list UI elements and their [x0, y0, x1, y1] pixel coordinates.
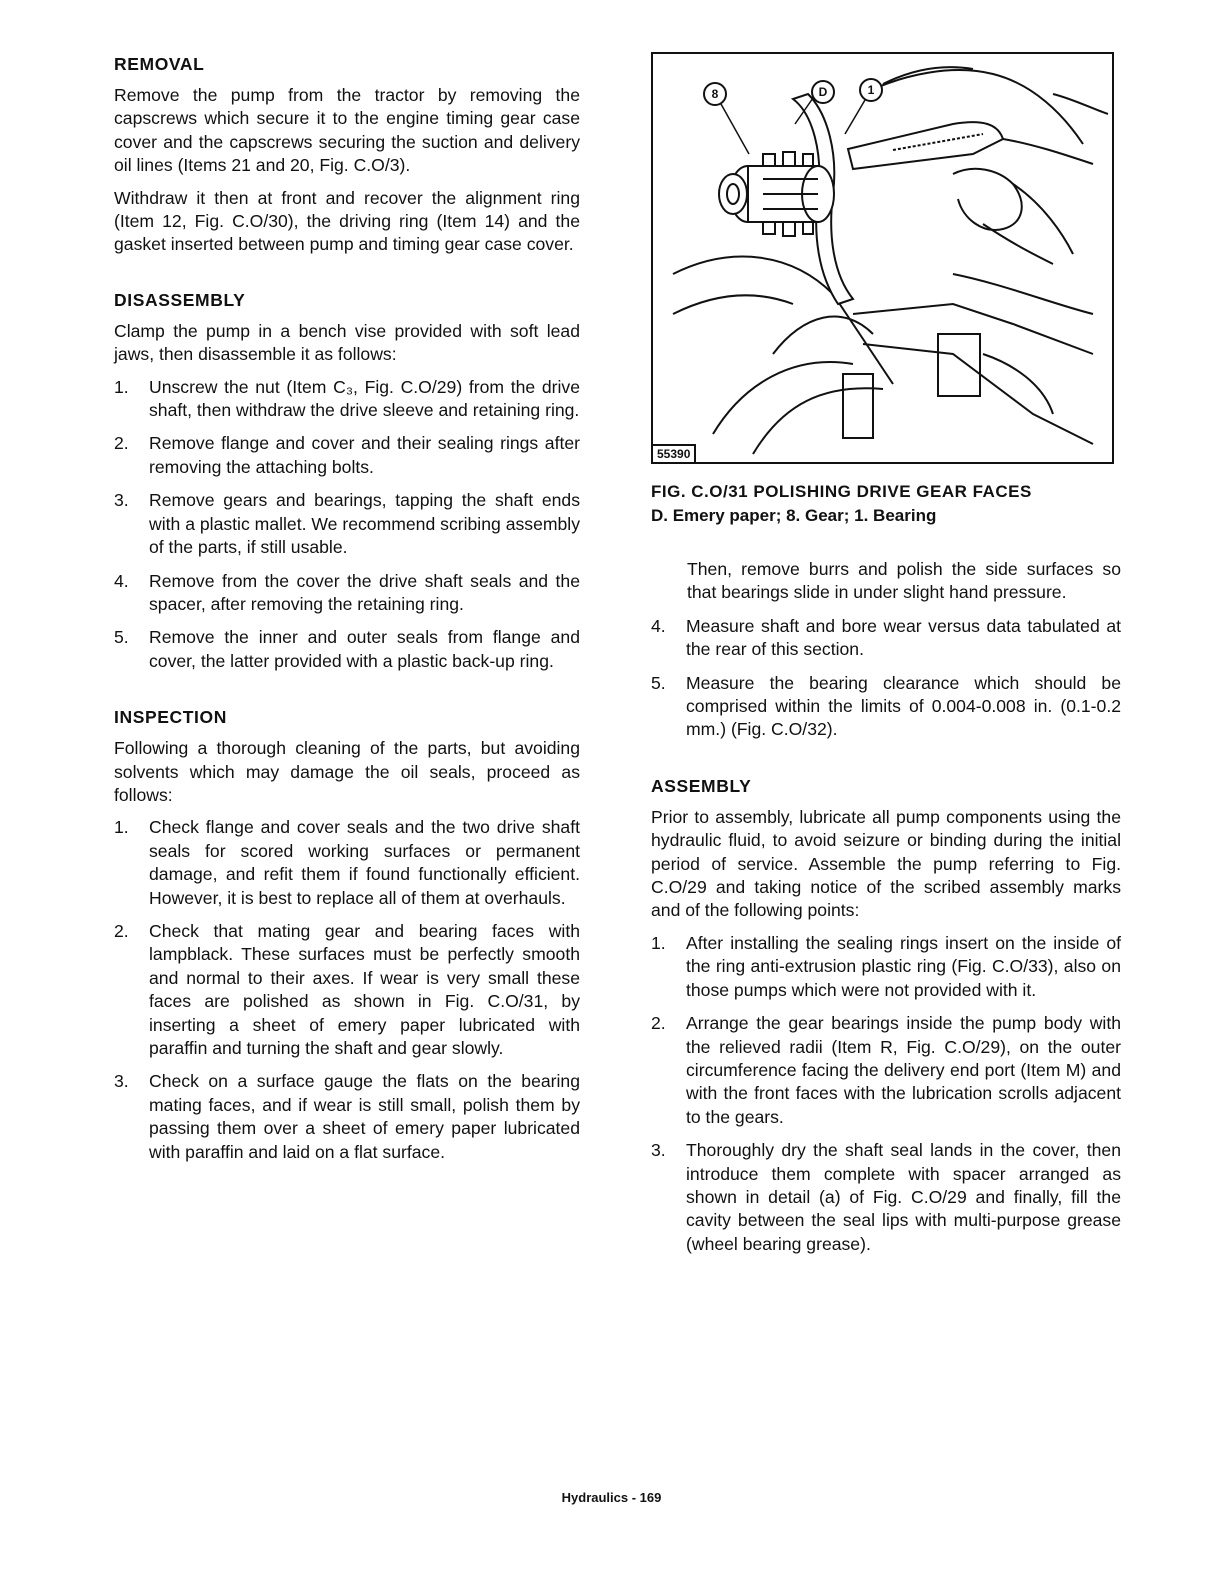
removal-paragraph: Withdraw it then at front and recover the alignment ring (Item 12, Fig. C.O/30), the driving ring (Item 14) and the gasket inserted between pump and timing gear case cover.	[114, 187, 580, 255]
list-item: 3. Thoroughly dry the shaft seal lands in the cover, then introduce them complete with spacer arranged as shown in detail (a) of Fig. C.O/29 and finally, fill the cavity between the seal lips with multi-purpose grease (wheel bearing grease).	[651, 1140, 1121, 1254]
gear-polishing-illustration	[653, 54, 1112, 462]
list-item: 1. Check flange and cover seals and the two drive shaft seals for scored working surfaces or permanent damage, and refit them if found functionally efficient. However, it is best to replace all of them at overhauls.	[114, 817, 580, 908]
figure-polishing-gear	[651, 52, 1114, 464]
figure-number: 55390	[653, 444, 696, 462]
callout-label: 8	[711, 87, 719, 101]
list-item: 3. Check on a surface gauge the flats on the bearing mating faces, and if wear is still small, polish them by passing them over a sheet of emery paper lubricated with paraffin and laid on a flat surface.	[114, 1071, 580, 1162]
inspection-continuation	[651, 558, 1121, 605]
left-column	[114, 52, 580, 1174]
list-item: 4. Remove from the cover the drive shaft seals and the spacer, after removing the retaining ring.	[114, 570, 580, 614]
disassembly-section	[114, 288, 580, 673]
inspection-section	[114, 705, 580, 1164]
disassembly-intro: Clamp the pump in a bench vise provided with soft lead jaws, then disassemble it as follows:	[114, 320, 580, 365]
removal-paragraph: Remove the pump from the tractor by removing the capscrews which secure it to the engine timing gear case cover and the capscrews securing the suction and delivery oil lines (Items 21 and 20, Fig. C.O/3).	[114, 85, 580, 176]
list-item: 3. Remove gears and bearings, tapping the shaft ends with a plastic mallet. We recommend scribing assembly of the parts, if still usable.	[114, 490, 580, 558]
removal-section	[114, 52, 580, 257]
inspection-steps	[114, 816, 580, 1164]
callout-label: D	[818, 85, 828, 99]
disassembly-heading: DISASSEMBLY	[114, 289, 246, 310]
list-item: 1. After installing the sealing rings insert on the inside of the ring anti-extrusion plastic ring (Fig. C.O/33), also on those pumps which were not provided with it.	[651, 932, 1121, 1000]
inspection-intro: Following a thorough cleaning of the parts, but avoiding solvents which may damage the oil seals, proceed as follows:	[114, 738, 580, 805]
page-footer: Hydraulics - 169	[561, 1490, 662, 1505]
list-item: 1. Unscrew the nut (Item C₃, Fig. C.O/29) from the drive shaft, then withdraw the drive sleeve and retaining ring.	[114, 376, 580, 421]
assembly-intro: Prior to assembly, lubricate all pump components using the hydraulic fluid, to avoid seizure or binding during the initial period of service. Assemble the pump referring to Fig. C.O/29 and taking notice of the scribed assembly marks and of the following points:	[651, 806, 1121, 921]
list-item: 5. Remove the inner and outer seals from flange and cover, the latter provided with a plastic back-up ring.	[114, 627, 580, 671]
list-item: 4. Measure shaft and bore wear versus data tabulated at the rear of this section.	[651, 615, 1121, 660]
removal-heading: REMOVAL	[114, 54, 205, 74]
right-column	[651, 52, 1121, 1266]
list-item: 5. Measure the bearing clearance which should be comprised within the limits of 0.004-0.008 in. (0.1-0.2 mm.) (Fig. C.O/32).	[651, 672, 1121, 740]
callout-label: 1	[867, 83, 875, 97]
assembly-steps	[651, 932, 1121, 1256]
disassembly-steps	[114, 376, 580, 673]
list-item: 2. Arrange the gear bearings inside the pump body with the relieved radii (Item R, Fig. C.O/29), on the outer circumference facing the delivery end port (Item M) and with the front faces with the lubrication scrolls adjacent to the gears.	[651, 1013, 1121, 1127]
figure-caption-title: FIG. C.O/31 POLISHING DRIVE GEAR FACES	[651, 482, 1032, 501]
figure-caption-legend: D. Emery paper; 8. Gear; 1. Bearing	[651, 506, 937, 525]
assembly-section	[651, 774, 1121, 1256]
list-item: 2. Check that mating gear and bearing faces with lampblack. These surfaces must be perfectly smooth and normal to their axes. If wear is very small these faces are polished as shown in Fig. C.O/31, by inserting a sheet of emery paper lubricated with paraffin and turning the shaft and gear slowly.	[114, 920, 580, 1058]
inspection-continuation-text: Then, remove burrs and polish the side surfaces so that bearings slide in under slight hand pressure.	[687, 559, 1121, 603]
figure-caption	[651, 480, 1121, 528]
inspection-heading: INSPECTION	[114, 707, 227, 728]
list-item: 2. Remove flange and cover and their sealing rings after removing the attaching bolts.	[114, 433, 580, 477]
inspection-steps-continued	[651, 615, 1121, 742]
assembly-heading: ASSEMBLY	[651, 775, 752, 796]
